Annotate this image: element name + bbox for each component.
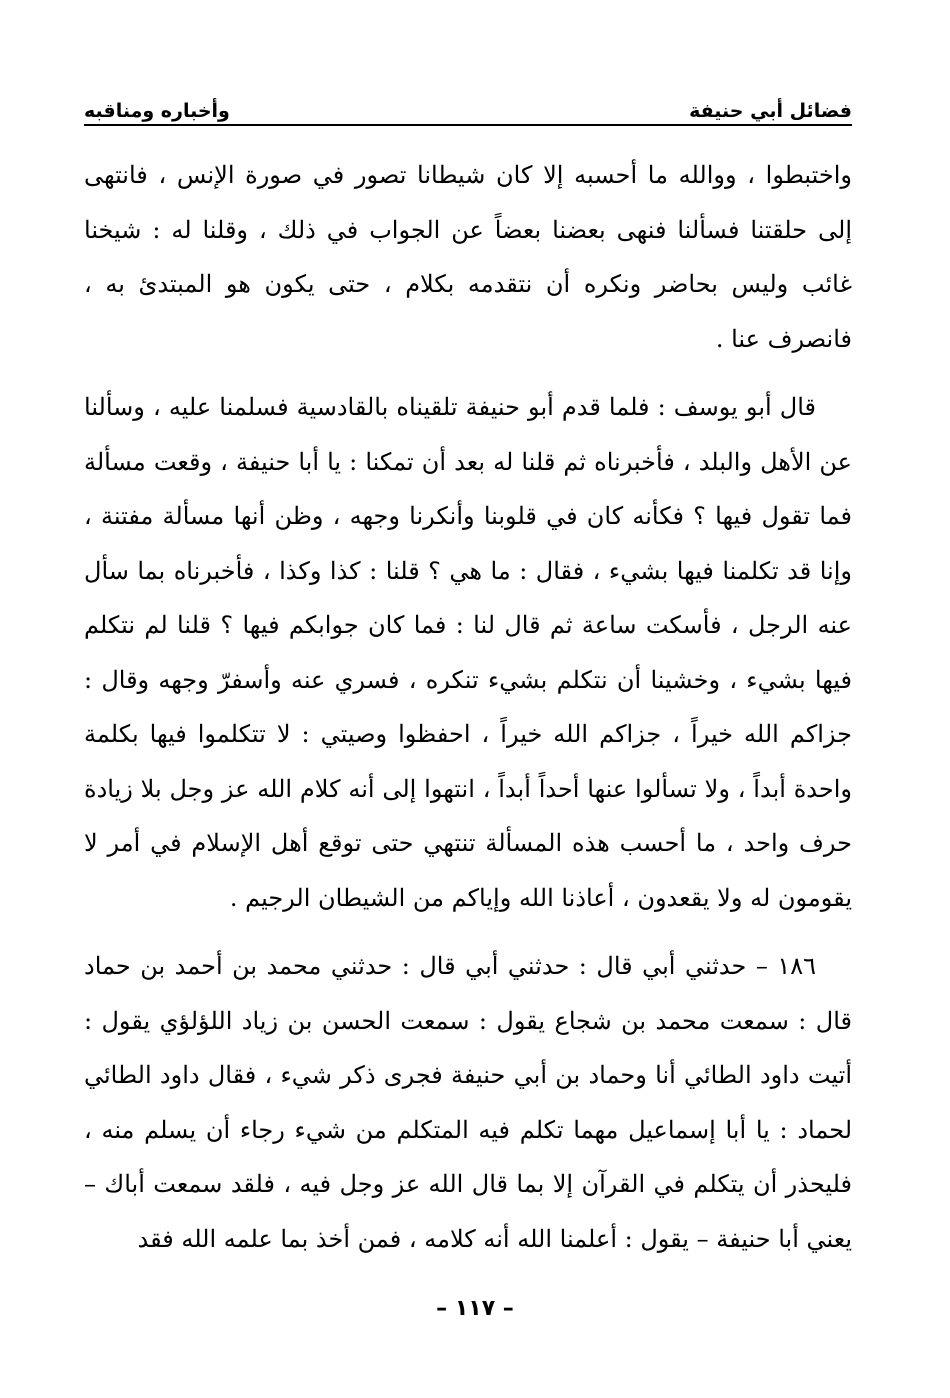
header-book-title: فضائل أبي حنيفة [689, 100, 852, 122]
running-header [84, 86, 852, 122]
paragraph-abu-yusuf: قال أبو يوسف : فلما قدم أبو حنيفة تلقيناه بالقادسية فسلمنا عليه ، وسألنا عن الأهل والبلد ، فأخبرناه ثم قلنا له بعد أن تمكنا : يا أبا حنيفة ، وقعت مسألة فما تقول فيها ؟ فكأنه كان في قلوبنا وأنكرنا وجهه ، وظن أنها مسألة مفتنة ، وإنا قد تكلمنا فيها بشيء ، فقال : ما هي ؟ قلنا : كذا وكذا ، فأخبرناه بما سأل عنه الرجل ، فأسكت ساعة ثم قال لنا : فما كان جوابكم فيها ؟ قلنا لم نتكلم فيها بشيء ، وخشينا أن نتكلم بشيء تنكره ، فسري عنه وأسفرّ وجهه وقال : جزاكم الله خيراً ، جزاكم الله خيراً ، احفظوا وصيتي : لا تتكلموا فيها بكلمة واحدة أبداً ، ولا تسألوا عنها أحداً أبداً ، انتهوا إلى أنه كلام الله عز وجل بلا زيادة حرف واحد ، ما أحسب هذه المسألة تنتهي حتى توقع أهل الإسلام في أمر لا يقومون له ولا يقعدون ، أعاذنا الله وإياكم من الشيطان الرجيم . [84, 393, 852, 912]
paragraph-continuation: واختبطوا ، ووالله ما أحسبه إلا كان شيطانا تصور في صورة الإنس ، فانتهى إلى حلقتنا فسألنا فنهى بعضنا بعضاً عن الجواب في ذلك ، وقلنا له : شيخنا غائب وليس بحاضر ونكره أن نتقدمه بكلام ، حتى يكون هو المبتدئ به ، فانصرف عنا . [84, 161, 853, 353]
page-body [84, 148, 852, 1266]
header-section-title: وأخباره ومناقبه [84, 100, 230, 122]
header-rule [84, 124, 852, 126]
paragraph-report-186: ١٨٦ – حدثني أبي قال : حدثني أبي قال : حدثني محمد بن أحمد بن حماد قال : سمعت محمد بن شجاع يقول : سمعت الحسن بن زياد اللؤلؤي يقول : أتيت داود الطائي أنا وحماد بن أبي حنيفة فجرى ذكر شيء ، فقال داود الطائي لحماد : يا أبا إسماعيل مهما تكلم فيه المتكلم من شيء رجاء أن يسلم منه ، فليحذر أن يتكلم في القرآن إلا بما قال الله عز وجل فيه ، فلقد سمعت أباك – يعني أبا حنيفة – يقول : أعلمنا الله أنه كلامه ، فمن أخذ بما علمه الله فقد [84, 952, 852, 1253]
page-number: – ١١٧ – [436, 1296, 514, 1321]
